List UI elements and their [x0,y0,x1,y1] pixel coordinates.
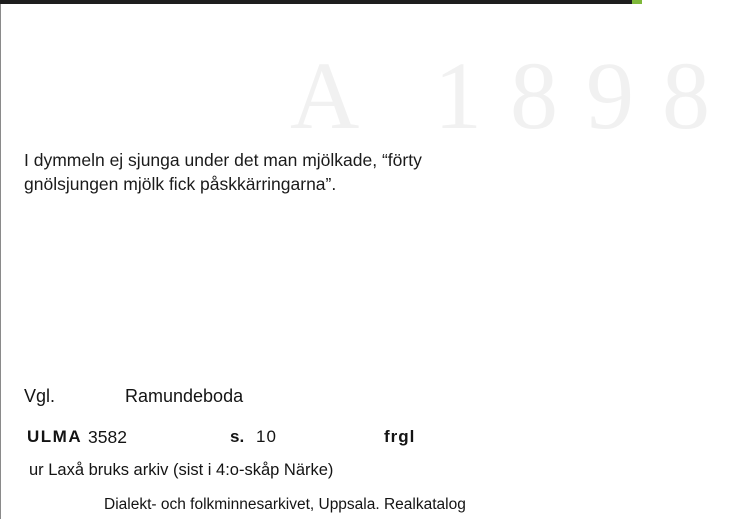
record-text-line: I dymmeln ej sjunga under det man mjölkade, “förty [24,150,422,170]
comparison-row [24,384,244,408]
vgl-label: Vgl. [24,386,56,406]
frgl-label: frgl [384,427,416,446]
place-name: Ramundeboda [125,386,244,406]
card-left-edge [0,4,1,519]
show-through-watermark: A 1898 [290,42,738,149]
ulma-label: ULMA [27,427,83,446]
page-number: 10 [256,427,277,446]
card-top-corner-accent [632,0,642,4]
ulma-number: 3582 [88,427,127,447]
record-text [24,148,624,196]
record-text-line: gnölsjungen mjölk fick påskkärringarna”. [24,174,337,194]
source-note: ur Laxå bruks arkiv (sist i 4:o-skåp Närke) [29,461,334,479]
archive-footer: Dialekt- och folkminnesarkivet, Uppsala. Realkatalog [104,496,466,513]
card-top-edge [0,0,642,4]
page-label: s. [230,427,245,446]
reference-row [24,425,624,449]
